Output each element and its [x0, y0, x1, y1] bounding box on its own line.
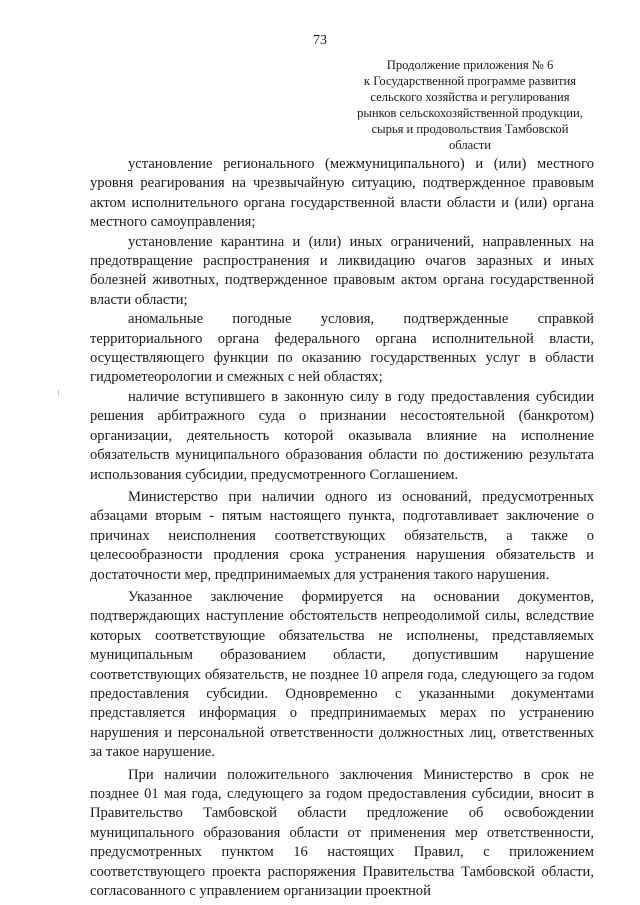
paragraph: аномальные погодные условия, подтвержденные справкой территориального органа федерального органа исполнительной власти, осуществляющего функции по оказанию государственных услуг в области гидрометеорологии и смежных с ней областях;	[90, 311, 594, 386]
appendix-header	[332, 57, 608, 153]
appendix-header-line: области	[448, 138, 492, 152]
paragraph: При наличии положительного заключения Министерство в срок не позднее 01 мая года, следующего за годом предоставления субсидии, вносит в Правительство Тамбовской области предложение об освобождении муниципального образования области от применения мер ответственности, предусмотренных пунктом 16 настоящих Правил, с приложением соответствующего проекта распоряжения Правительства Тамбовской области, согласованного с управлением организации проектной	[90, 766, 594, 900]
appendix-header-line: Продолжение приложения № 6	[386, 58, 554, 72]
paragraph: установление карантина и (или) иных ограничений, направленных на предотвращение распространения и ликвидацию очагов заразных и иных болезней животных, подтвержденное правовым актом органа государственной власти области;	[90, 233, 594, 308]
page-number: 73	[313, 33, 327, 48]
paragraph: установление регионального (межмуниципального) и (или) местного уровня реагирования на чрезвычайную ситуацию, подтвержденное правовым актом исполнительного органа государственной власти области и (или) органа местного самоуправления;	[90, 156, 594, 231]
paragraph: наличие вступившего в законную силу в году предоставления субсидии решения арбитражного суда о признании несостоятельной (банкротом) организации, деятельность которой оказывала влияние на исполнение обязательств муниципального образования области по достижению результата использования субсидии, предусмотренного Соглашением.	[90, 388, 594, 483]
paragraph: Указанное заключение формируется на основании документов, подтверждающих наступление обстоятельств непреодолимой силы, вследствие которых соответствующие обязательства не исполнены, представляемых муниципальным образованием области, допустившим нарушение соответствующих обязательств, не позднее 10 апреля года, следующего за годом предоставления субсидии. Одновременно с указанными документами представляется информация о предпринимаемых мерах по устранению нарушения и персональной ответственности должностных лиц, ответственных за такое нарушение.	[90, 588, 594, 761]
appendix-header-line: сельского хозяйства и регулирования	[370, 90, 570, 104]
body-text	[90, 155, 594, 901]
appendix-header-line: рынков сельскохозяйственной продукции,	[357, 106, 583, 120]
margin-mark	[58, 390, 59, 396]
appendix-header-line: сырья и продовольствия Тамбовской	[371, 122, 569, 136]
paragraph: Министерство при наличии одного из оснований, предусмотренных абзацами вторым - пятым настоящего пункта, подготавливает заключение о причинах неисполнения соответствующих обязательств, а также о целесообразности продления срока устранения нарушения обязательств и достаточности мер, предпринимаемых для устранения такого нарушения.	[90, 488, 594, 583]
appendix-header-line: к Государственной программе развития	[363, 74, 577, 88]
